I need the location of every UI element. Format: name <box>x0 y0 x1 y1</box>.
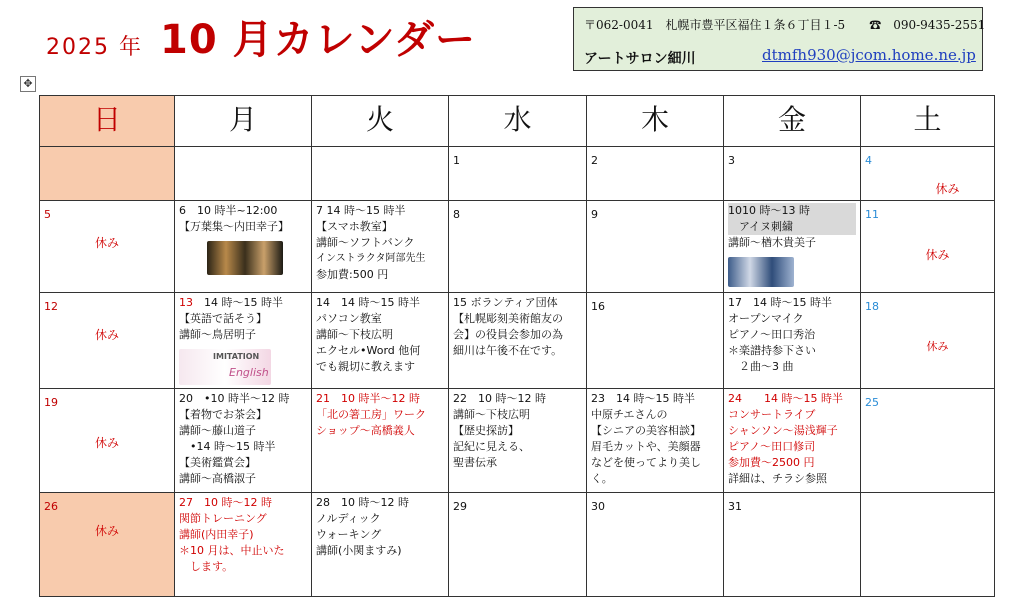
day-number: 11 <box>865 208 879 221</box>
event-line: 会】の役員会参加の為 <box>453 328 563 341</box>
event-line: ショップ～高橋義人 <box>316 424 415 437</box>
day-cell <box>40 293 175 389</box>
event-line: 【歴史探訪】 <box>453 424 519 437</box>
event-line: 6 10 時半~12:00 <box>179 204 278 217</box>
day-cell <box>40 389 175 493</box>
day-cell <box>449 389 587 493</box>
day-cell <box>312 293 449 389</box>
event-line: 「北の箸工房」ワーク <box>316 408 426 421</box>
event-line: 22 10 時～12 時 <box>453 392 546 405</box>
day-cell <box>449 293 587 389</box>
photo-text: IMITATION <box>213 352 260 361</box>
event-line: 記紀に見える、 <box>453 440 530 453</box>
photo-text: English <box>229 366 269 379</box>
event-line: パソコン教室 <box>316 312 382 325</box>
event-line: 24 14 時～15 時半 <box>728 392 843 405</box>
contact-email-link[interactable]: dtmfh930@jcom.home.ne.jp <box>762 46 976 64</box>
event-line: ２曲～3 曲 <box>728 360 794 373</box>
week-row <box>40 201 995 293</box>
event-line: ウォーキング <box>316 528 382 541</box>
event-line: ピアノ～田口秀治 <box>728 328 816 341</box>
day-number: 5 <box>44 208 51 221</box>
event-line: 7 14 時～15 時半 <box>316 204 406 217</box>
event-line: 中原チエさんの <box>591 408 668 421</box>
holiday-label: 休み <box>94 328 119 342</box>
weekday-header-row <box>40 96 995 147</box>
holiday-label: 休み <box>926 340 949 353</box>
event-line: 参加費～2500 円 <box>728 456 815 469</box>
weekday-tue: 火 <box>312 96 449 147</box>
event-line: 21 10 時半～12 時 <box>316 392 420 405</box>
day-cell <box>587 389 724 493</box>
event-line: シャンソン～湯浅輝子 <box>728 424 838 437</box>
event-line: 講師～高橋淑子 <box>179 472 256 485</box>
event-line: 14 14 時～15 時半 <box>316 296 420 309</box>
day-cell <box>861 293 995 389</box>
salon-name: アートサロン細川 <box>584 51 696 67</box>
day-number: 8 <box>453 208 460 221</box>
event-line: 講師～下枝広明 <box>316 328 393 341</box>
event-line: オープンマイク <box>728 312 804 325</box>
event-line: 講師(内田幸子) <box>179 528 254 541</box>
event-line: 講師～ソフトバンク <box>316 236 415 249</box>
calendar-title: 10 月カレンダー <box>160 17 476 63</box>
day-cell <box>175 389 312 493</box>
day-number: 29 <box>453 500 467 513</box>
holiday-label: 休み <box>94 236 119 250</box>
week-row <box>40 147 995 201</box>
event-line: 眉毛カットや、美顔器 <box>591 440 701 453</box>
day-cell <box>175 293 312 389</box>
weekday-fri: 金 <box>724 96 861 147</box>
holiday-label: 休み <box>94 524 119 538</box>
day-cell-empty <box>861 493 995 597</box>
day-number: 1 <box>453 154 460 167</box>
event-line: 20 •10 時半～12 時 <box>179 392 290 405</box>
event-line: エクセル•Word 他何 <box>316 344 421 357</box>
contact-address: 〒062-0041 札幌市豊平区福住１条６丁目１-5 ☎ 090-9435-2551 <box>584 18 986 32</box>
event-line: 聖書伝承 <box>453 456 497 469</box>
event-line: 28 10 時～12 時 <box>316 496 409 509</box>
day-cell <box>312 201 449 293</box>
event-line: 講師～楢木貴美子 <box>728 236 816 249</box>
event-line: ＊楽譜持参下さい <box>728 344 816 357</box>
calendar-year: 2025 年 <box>46 35 143 60</box>
week-row <box>40 493 995 597</box>
event-line: 【シニアの美容相談】 <box>591 424 701 437</box>
holiday-label: 休み <box>94 436 119 450</box>
event-line: 参加費:500 円 <box>316 268 389 281</box>
day-cell <box>724 493 861 597</box>
event-line: 【スマホ教室】 <box>316 220 393 233</box>
event-photo <box>207 241 283 275</box>
day-number: 4 <box>865 154 872 167</box>
weekday-thu: 木 <box>587 96 724 147</box>
day-number: 13 <box>179 296 193 309</box>
day-cell <box>587 147 724 201</box>
event-line: ピアノ～田口修司 <box>728 440 816 453</box>
weekday-sun: 日 <box>40 96 175 147</box>
event-line: 15 ボランティア団体 <box>453 296 558 309</box>
day-number: 31 <box>728 500 742 513</box>
day-cell <box>724 201 861 293</box>
event-line: 【美術鑑賞会】 <box>179 456 256 469</box>
day-number: 12 <box>44 300 58 313</box>
day-cell <box>724 293 861 389</box>
event-line: 細川は午後不在です。 <box>453 344 563 357</box>
event-line: ノルディック <box>316 512 381 525</box>
day-cell <box>861 147 995 201</box>
day-cell-empty <box>40 147 175 201</box>
day-cell <box>587 493 724 597</box>
day-cell <box>175 201 312 293</box>
day-cell <box>861 389 995 493</box>
event-photo <box>179 349 271 385</box>
weekday-wed: 水 <box>449 96 587 147</box>
event-line: 講師～藤山道子 <box>179 424 256 437</box>
event-line: 【英語で話そう】 <box>179 312 267 325</box>
day-cell <box>449 147 587 201</box>
day-cell <box>449 493 587 597</box>
contact-box <box>573 7 986 71</box>
day-number: 9 <box>591 208 598 221</box>
event-line: 1010 時～13 時 <box>728 203 856 219</box>
week-row <box>40 293 995 389</box>
day-number: 26 <box>44 500 58 513</box>
day-cell <box>312 389 449 493</box>
event-photo <box>728 257 794 287</box>
event-line: 【着物でお茶会】 <box>179 408 267 421</box>
event-line: 23 14 時～15 時半 <box>591 392 695 405</box>
day-cell <box>175 493 312 597</box>
day-cell <box>587 293 724 389</box>
event-line: ＊10 月は、中止いた <box>179 544 285 557</box>
event-line: 詳細は、チラシ参照 <box>728 472 827 485</box>
day-cell <box>861 201 995 293</box>
day-number: 16 <box>591 300 605 313</box>
week-row <box>40 389 995 493</box>
calendar-table <box>39 95 995 597</box>
event-line: 関節トレーニング <box>179 512 267 525</box>
day-cell-empty <box>312 147 449 201</box>
day-cell <box>40 493 175 597</box>
event-line: 27 10 時～12 時 <box>179 496 272 509</box>
day-cell <box>312 493 449 597</box>
day-cell <box>449 201 587 293</box>
event-line: く。 <box>591 472 613 485</box>
day-number: 3 <box>728 154 735 167</box>
holiday-label: 休み <box>925 248 950 262</box>
day-cell <box>724 389 861 493</box>
day-number: 2 <box>591 154 598 167</box>
event-line: アイヌ刺繍 <box>728 219 856 235</box>
holiday-label: 休み <box>935 182 960 196</box>
event-line: 【札幌彫刻美術館友の <box>453 312 563 325</box>
event-line: •14 時～15 時半 <box>179 440 276 453</box>
day-cell <box>724 147 861 201</box>
event-line: 14 時～15 時半 <box>193 296 283 309</box>
table-move-handle-icon[interactable]: ✥ <box>20 76 36 92</box>
day-number: 30 <box>591 500 605 513</box>
day-number: 19 <box>44 396 58 409</box>
day-number: 25 <box>865 396 879 409</box>
event-line: でも親切に教えます <box>316 360 415 373</box>
event-line: インストラクタ阿部先生 <box>316 253 426 264</box>
event-line: 【万葉集～内田幸子】 <box>179 220 289 233</box>
event-line: コンサートライブ <box>728 408 816 421</box>
weekday-sat: 土 <box>861 96 995 147</box>
event-line: 講師～鳥居明子 <box>179 328 256 341</box>
day-number: 18 <box>865 300 879 313</box>
event-line: します。 <box>179 560 234 573</box>
event-line: などを使ってより美し <box>591 456 701 469</box>
event-line: 講師(小関ますみ) <box>316 544 402 557</box>
event-line: 講師～下枝広明 <box>453 408 530 421</box>
day-cell-empty <box>175 147 312 201</box>
event-line: 17 14 時～15 時半 <box>728 296 832 309</box>
day-cell <box>587 201 724 293</box>
weekday-mon: 月 <box>175 96 312 147</box>
day-cell <box>40 201 175 293</box>
